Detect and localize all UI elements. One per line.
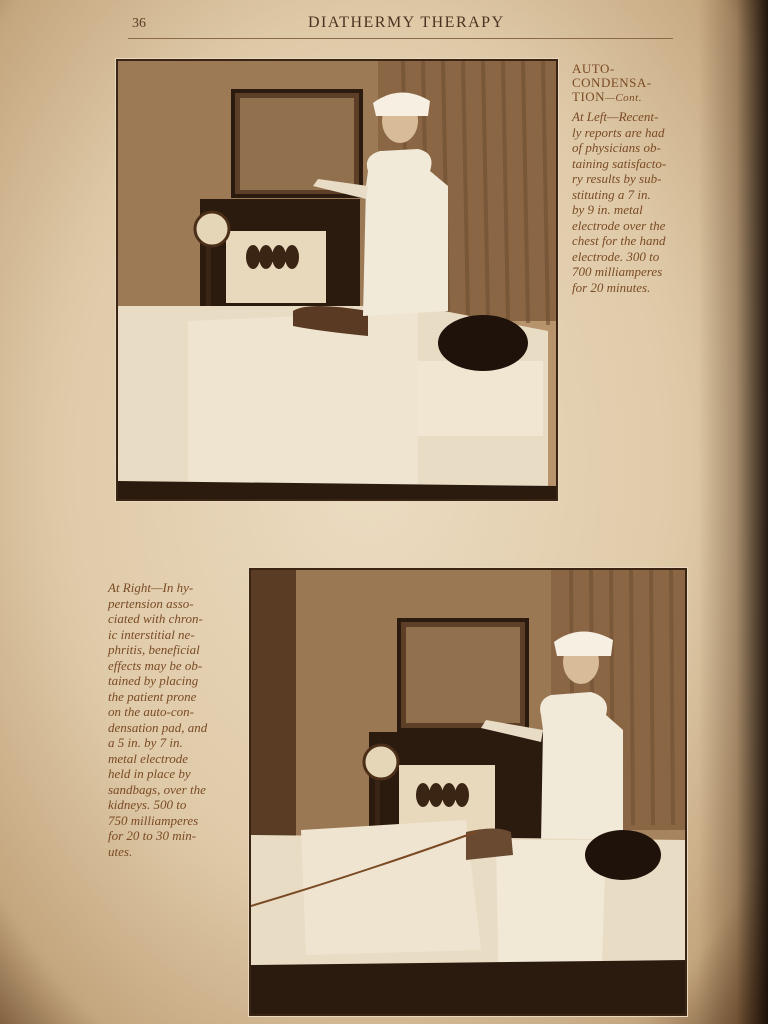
caption-bottom-line: held in place by	[108, 766, 191, 781]
caption-bottom-line: a 5 in. by 7 in.	[108, 735, 183, 750]
caption-bottom-line: kidneys. 500 to	[108, 797, 187, 812]
caption-bottom-line: At Right—In hy-	[108, 580, 194, 595]
caption-bottom-line: metal electrode	[108, 750, 189, 766]
caption-bottom-line: ciated with chron-	[108, 611, 203, 626]
caption-top-line: At Left—Recent-	[572, 109, 659, 124]
caption-top	[572, 62, 690, 295]
caption-bottom-line: the patient prone	[108, 688, 197, 704]
caption-top-line: electrode. 300 to	[572, 248, 660, 264]
caption-top-line: ry results by sub-	[572, 171, 662, 186]
caption-bottom	[108, 580, 240, 859]
caption-top-line: for 20 minutes.	[572, 279, 651, 295]
caption-top-heading-suffix: —Cont.	[605, 92, 642, 104]
running-title: DIATHERMY THERAPY	[308, 14, 505, 31]
caption-bottom-line: tained by placing	[108, 673, 199, 688]
photo-top-image	[118, 61, 556, 499]
caption-bottom-line: densation pad, and	[108, 719, 208, 735]
caption-bottom-line: phritis, beneficial	[108, 642, 200, 657]
caption-top-line: of physicians ob-	[572, 140, 661, 155]
photo-bottom	[249, 568, 687, 1016]
caption-top-heading	[572, 62, 690, 105]
caption-top-line: electrode over the	[572, 217, 666, 233]
caption-bottom-line: pertension asso-	[108, 595, 194, 611]
caption-top-heading-text: AUTO- CONDENSA- TION	[572, 61, 652, 104]
caption-top-line: stituting a 7 in.	[572, 186, 651, 202]
caption-top-line: 700 milliamperes	[572, 264, 663, 279]
photo-top	[116, 59, 558, 501]
caption-bottom-line: 750 milliamperes	[108, 812, 199, 828]
caption-top-line: ly reports are had	[572, 124, 665, 140]
running-head	[128, 12, 673, 39]
caption-bottom-line: ic interstitial ne-	[108, 626, 195, 642]
caption-bottom-line: for 20 to 30 min-	[108, 828, 197, 843]
caption-bottom-line: on the auto-con-	[108, 704, 194, 719]
page-number: 36	[132, 16, 146, 31]
caption-top-line: taining satisfacto-	[572, 155, 667, 171]
caption-bottom-line: sandbags, over the	[108, 781, 206, 797]
caption-bottom-line: utes.	[108, 843, 133, 859]
page-shadow-edge	[698, 0, 768, 1024]
caption-top-line: by 9 in. metal	[572, 202, 643, 217]
caption-top-line: chest for the hand	[572, 233, 666, 248]
caption-bottom-line: effects may be ob-	[108, 657, 203, 673]
photo-bottom-image	[251, 570, 685, 1014]
